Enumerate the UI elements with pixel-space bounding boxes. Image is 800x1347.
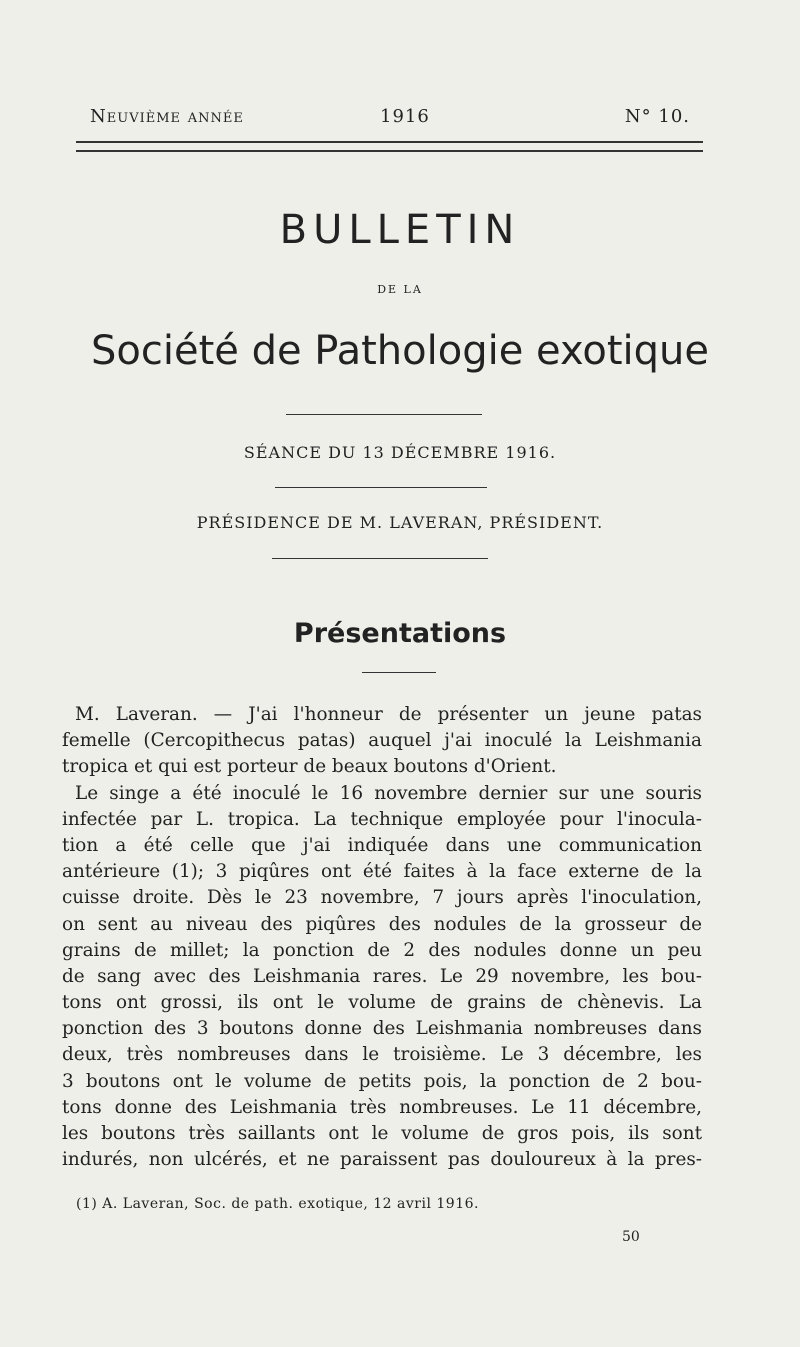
text-line: deux, très nombreuses dans le troisième. Le 3 décembre, les xyxy=(62,1044,702,1066)
issue-number: N° 10. xyxy=(624,106,690,127)
text-line: Le singe a été inoculé le 16 novembre dernier sur une souris xyxy=(75,782,702,804)
text-line: tons ont grossi, ils ont le volume de grains de chènevis. La xyxy=(62,992,702,1014)
year-label: 1916 xyxy=(380,106,430,127)
running-header xyxy=(90,106,690,136)
divider-rule xyxy=(275,487,487,488)
section-heading: Présentations xyxy=(293,618,507,649)
text-line: femelle (Cercopithecus patas) auquel j'ai inoculé la Leishmania xyxy=(62,730,702,752)
presidency-line: PRÉSIDENCE DE M. LAVERAN, PRÉSIDENT. xyxy=(196,513,604,532)
title-connector: DE LA xyxy=(377,283,423,296)
society-title: Société de Pathologie exotique xyxy=(90,328,710,374)
text-line: ponction des 3 boutons donne des Leishmania nombreuses dans xyxy=(62,1018,702,1040)
text-line: tropica et qui est porteur de beaux boutons d'Orient. xyxy=(62,756,557,778)
session-date: SÉANCE DU 13 DÉCEMBRE 1916. xyxy=(243,443,557,462)
text-line: de sang avec des Leishmania rares. Le 29 novembre, les bou- xyxy=(62,965,702,987)
page-number: 50 xyxy=(622,1229,640,1245)
divider-rule xyxy=(286,414,482,415)
header-double-rule xyxy=(76,141,703,152)
text-line: on sent au niveau des piqûres des nodules de la grosseur de xyxy=(62,913,702,935)
section-underline xyxy=(362,672,436,673)
text-line: tion a été celle que j'ai indiquée dans une communication xyxy=(62,834,702,856)
bulletin-title: BULLETIN xyxy=(279,207,521,253)
footnote: (1) A. Laveran, Soc. de path. exotique, 12 avril 1916. xyxy=(76,1196,479,1212)
text-line: grains de millet; la ponction de 2 des nodules donne un peu xyxy=(62,939,702,961)
body-text xyxy=(62,702,702,1173)
text-line: M. Laveran. — J'ai l'honneur de présenter un jeune patas xyxy=(75,704,702,725)
text-line: 3 boutons ont le volume de petits pois, la ponction de 2 bou- xyxy=(62,1070,702,1092)
text-line: infectée par L. tropica. La technique employée pour l'inocula- xyxy=(62,808,702,830)
text-line: tons donne des Leishmania très nombreuses. Le 11 décembre, xyxy=(62,1096,702,1118)
text-line: indurés, non ulcérés, et ne paraissent pas douloureux à la pres- xyxy=(62,1149,702,1171)
text-line: cuisse droite. Dès le 23 novembre, 7 jours après l'inoculation, xyxy=(62,887,702,909)
divider-rule xyxy=(272,558,488,559)
volume-label: Neuvième année xyxy=(90,106,244,127)
text-line: les boutons très saillants ont le volume de gros pois, ils sont xyxy=(62,1123,702,1144)
text-line: antérieure (1); 3 piqûres ont été faites à la face externe de la xyxy=(62,861,702,883)
